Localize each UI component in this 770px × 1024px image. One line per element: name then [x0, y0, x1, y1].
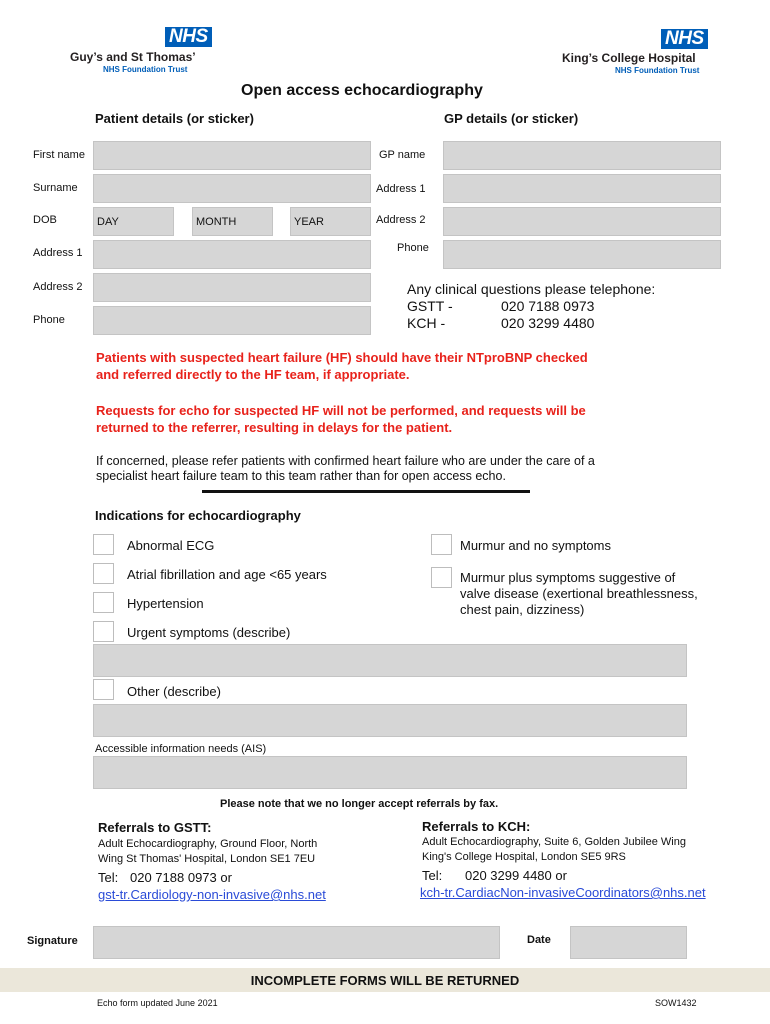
murmur-no-symptoms-label: Murmur and no symptoms: [460, 538, 611, 553]
patient-address1-field[interactable]: [93, 240, 371, 269]
kch-trust-name: King’s College Hospital: [562, 51, 696, 65]
date-label: Date: [527, 934, 551, 946]
concern-line2: specialist heart failure team to this team rather than for open access echo.: [96, 469, 506, 483]
abnormal-ecg-checkbox[interactable]: [93, 534, 114, 555]
hf-notice: [96, 349, 588, 383]
patient-phone-field[interactable]: [93, 306, 371, 335]
gstt-address-line2: Wing St Thomas' Hospital, London SE1 7EU: [98, 853, 316, 865]
kch-tel: 020 3299 4480 or: [465, 868, 567, 883]
concern-notice: [96, 454, 595, 484]
other-checkbox[interactable]: [93, 679, 114, 700]
nhs-logo-left: NHS: [165, 27, 212, 47]
kch-phone: 020 3299 4480: [501, 315, 595, 331]
ais-field[interactable]: [93, 756, 687, 789]
dob-month-placeholder: MONTH: [196, 216, 237, 228]
patient-address2-field[interactable]: [93, 273, 371, 302]
page-title: Open access echocardiography: [241, 82, 483, 99]
kch-address-line2: King's College Hospital, London SE5 9RS: [422, 851, 626, 863]
kch-referral-heading: Referrals to KCH:: [422, 819, 531, 834]
gstt-phone: 020 7188 0973: [501, 298, 595, 314]
murmur-symptoms-label: [460, 570, 698, 618]
dob-month-field[interactable]: [192, 207, 273, 236]
date-field[interactable]: [570, 926, 687, 959]
kch-label: KCH -: [407, 315, 446, 331]
gp-name-field[interactable]: [443, 141, 721, 170]
ais-label: Accessible information needs (AIS): [95, 743, 267, 755]
gstt-label: GSTT -: [407, 298, 453, 314]
fax-note: Please note that we no longer accept referrals by fax.: [220, 798, 499, 810]
murmur-no-symptoms-checkbox[interactable]: [431, 534, 452, 555]
gstt-tel-label: Tel:: [98, 870, 119, 885]
gp-phone-field[interactable]: [443, 240, 721, 269]
footer-code: SOW1432: [655, 998, 697, 1008]
kch-tel-label: Tel:: [422, 868, 443, 883]
signature-label: Signature: [27, 935, 78, 947]
kch-email-link[interactable]: kch-tr.CardiacNon-invasiveCoordinators@nhs.net: [420, 885, 706, 900]
urgent-description-field[interactable]: [93, 644, 687, 677]
surname-label: Surname: [33, 182, 78, 194]
gstt-tel: 020 7188 0973 or: [130, 870, 232, 885]
nhs-logo-right: NHS: [661, 29, 708, 49]
incomplete-banner: [0, 968, 770, 992]
echo-notice-line1: Requests for echo for suspected HF will not be performed, and requests will be: [96, 403, 586, 418]
dob-label: DOB: [33, 214, 57, 226]
gp-phone-label: Phone: [397, 242, 429, 254]
af-checkbox[interactable]: [93, 563, 114, 584]
patient-details-heading: Patient details (or sticker): [95, 111, 254, 126]
signature-field[interactable]: [93, 926, 500, 959]
dob-year-field[interactable]: [290, 207, 371, 236]
hf-notice-line2: and referred directly to the HF team, if appropriate.: [96, 367, 410, 382]
hypertension-label: Hypertension: [127, 596, 204, 611]
clinical-question-text: Any clinical questions please telephone:: [407, 281, 656, 297]
footer-updated: Echo form updated June 2021: [97, 998, 218, 1008]
gp-name-label: GP name: [379, 149, 426, 161]
murmur-line3: chest pain, dizziness): [460, 602, 585, 617]
gstt-trust-sub: NHS Foundation Trust: [103, 65, 188, 74]
gstt-address-line1: Adult Echocardiography, Ground Floor, North: [98, 838, 318, 850]
first-name-label: First name: [33, 149, 85, 161]
concern-line1: If concerned, please refer patients with confirmed heart failure who are under the care of a: [96, 454, 595, 468]
gstt-email-link[interactable]: gst-tr.Cardiology-non-invasive@nhs.net: [98, 887, 326, 902]
kch-address-line1: Adult Echocardiography, Suite 6, Golden Jubilee Wing: [422, 836, 686, 848]
echo-notice: [96, 402, 586, 436]
gp-address2-label: Address 2: [376, 214, 426, 226]
gp-address1-label: Address 1: [376, 183, 426, 195]
incomplete-banner-text: INCOMPLETE FORMS WILL BE RETURNED: [250, 973, 520, 988]
af-label: Atrial fibrillation and age <65 years: [127, 567, 327, 582]
divider-line: [202, 490, 530, 493]
abnormal-ecg-label: Abnormal ECG: [127, 538, 215, 553]
hypertension-checkbox[interactable]: [93, 592, 114, 613]
dob-day-placeholder: DAY: [97, 216, 119, 228]
patient-address1-label: Address 1: [33, 247, 83, 259]
indications-heading: Indications for echocardiography: [95, 508, 301, 523]
urgent-checkbox[interactable]: [93, 621, 114, 642]
murmur-line1: Murmur plus symptoms suggestive of: [460, 570, 676, 585]
gstt-trust-name: Guy’s and St Thomas’: [70, 50, 196, 64]
gp-address1-field[interactable]: [443, 174, 721, 203]
murmur-line2: valve disease (exertional breathlessness,: [460, 586, 698, 601]
kch-trust-sub: NHS Foundation Trust: [615, 66, 700, 75]
surname-field[interactable]: [93, 174, 371, 203]
other-label: Other (describe): [127, 684, 221, 699]
other-description-field[interactable]: [93, 704, 687, 737]
patient-address2-label: Address 2: [33, 281, 83, 293]
echo-notice-line2: returned to the referrer, resulting in delays for the patient.: [96, 420, 453, 435]
hf-notice-line1: Patients with suspected heart failure (HF) should have their NTproBNP checked: [96, 350, 588, 365]
murmur-symptoms-checkbox[interactable]: [431, 567, 452, 588]
gstt-referral-heading: Referrals to GSTT:: [98, 820, 212, 835]
gp-address2-field[interactable]: [443, 207, 721, 236]
urgent-label: Urgent symptoms (describe): [127, 625, 291, 640]
gp-details-heading: GP details (or sticker): [444, 111, 579, 126]
dob-day-field[interactable]: [93, 207, 174, 236]
patient-phone-label: Phone: [33, 314, 65, 326]
dob-year-placeholder: YEAR: [294, 216, 324, 228]
first-name-field[interactable]: [93, 141, 371, 170]
